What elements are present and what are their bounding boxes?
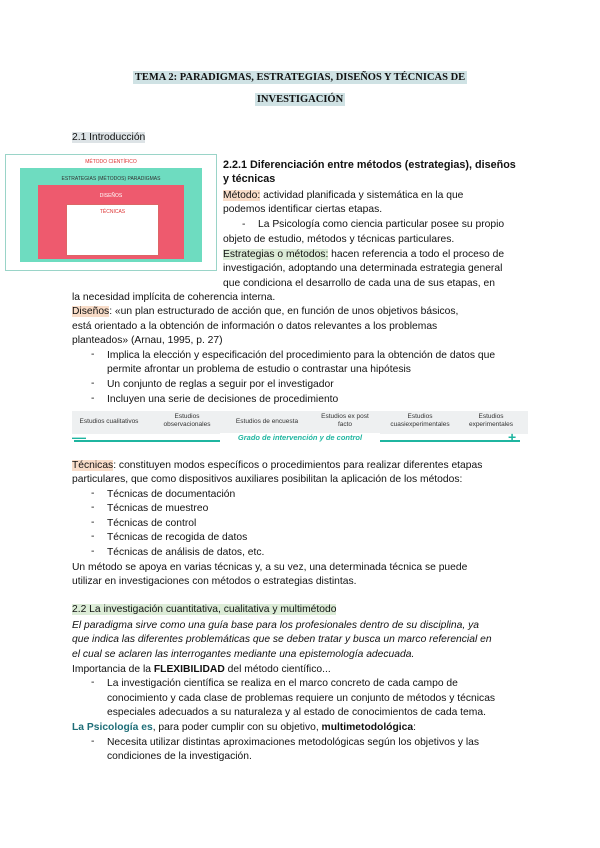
psico-bullet: La Psicología como ciencia particular posee su propio — [258, 219, 505, 230]
multi-bullet-line2: condiciones de la investigación. — [107, 751, 252, 762]
scale-minus: — — [72, 429, 86, 445]
page-title-line2: INVESTIGACIÓN — [256, 94, 344, 105]
paradigm-quote: El paradigma sirve como una guía base para los profesionales dentro de su disciplina, ya — [72, 620, 479, 631]
estrategias-definition: Estrategias o métodos: hacen referencia a todo el proceso de — [223, 249, 505, 260]
flex-bullet-line3: especiales adecuados a su naturaleza y al estado de conocimientos de cada tema. — [107, 707, 486, 718]
scale-label: Estudios de encuesta — [235, 418, 299, 425]
bullet-dash: - — [91, 546, 95, 557]
tecnicas-line2: particulares, que como dispositivos auxiliares posibilitan la aplicación de los métodos: — [72, 474, 463, 485]
scale-plus: + — [508, 429, 517, 445]
scale-label: Estudios cuasiexperimentales — [390, 413, 450, 428]
disenos-definition: Diseños: «un plan estructurado de acción que, en función de unos objetivos básicos, — [72, 306, 459, 317]
scale-label: Estudios observacionales — [163, 413, 211, 428]
bullet-dash: - — [91, 677, 95, 688]
tecnicas-after: Un método se apoya en varias técnicas y, a su vez, una determinada técnica se puede — [72, 562, 468, 573]
disenos-bullet-2: Un conjunto de reglas a seguir por el investigador — [107, 379, 334, 390]
disenos-bullet-3: Incluyen una serie de decisiones de procedimiento — [107, 394, 339, 405]
estrategias-line4: la necesidad implícita de coherencia interna. — [72, 292, 276, 303]
metodo-definition-line2: podemos identificar ciertas etapas. — [223, 204, 383, 215]
multi-bullet: Necesita utilizar distintas aproximaciones metodológicas según los objetivos y las — [107, 737, 480, 748]
diagram-red-label: DISEÑOS — [99, 193, 123, 199]
paradigm-quote-line3: el cual se aclaren las interrogantes mediante una epistemología adecuada. — [72, 649, 415, 660]
psicologia-line: La Psicología es, para poder cumplir con su objetivo, multimetodológica: — [72, 722, 416, 733]
section-2-1-heading: 2.1 Introducción — [72, 132, 146, 143]
flexibilidad-line: Importancia de la FLEXIBILIDAD del método científico... — [72, 664, 331, 675]
diagram-white-label: TÉCNICAS — [99, 209, 126, 215]
section-2-2-1-heading-line2: y técnicas — [223, 173, 276, 185]
flex-bullet: La investigación científica se realiza en el marco concreto de cada campo de — [107, 678, 458, 689]
tecnicas-after-line2: utilizar en investigaciones con métodos o estrategias distintas. — [72, 576, 357, 587]
bullet-dash: - — [91, 736, 95, 747]
section-2-2-heading: 2.2 La investigación cuantitativa, cualitativa y multimétodo — [72, 604, 337, 615]
scale-label: Estudios ex post facto — [321, 413, 369, 428]
bullet-dash: - — [91, 517, 95, 528]
bullet-dash: - — [91, 349, 95, 360]
estrategias-line2: investigación, adoptando una determinada estrategia general — [223, 263, 503, 274]
flex-bullet-line2: conocimiento y cada clase de problemas requiere un conjunto de métodos y técnicas — [107, 693, 496, 704]
psico-bullet-dash: - — [242, 219, 246, 230]
tecnicas-bullet: Técnicas de análisis de datos, etc. — [107, 547, 265, 558]
tecnicas-bullet: Técnicas de documentación — [107, 489, 236, 500]
section-2-2-1-heading: 2.2.1 Diferenciación entre métodos (estrategias), diseños — [223, 159, 516, 171]
disenos-line2: está orientado a la obtención de información o datos relevantes a los problemas — [72, 321, 438, 332]
bullet-dash: - — [91, 531, 95, 542]
page-title: TEMA 2: PARADIGMAS, ESTRATEGIAS, DISEÑOS Y TÉCNICAS DE — [134, 72, 466, 83]
scale-axis-label: Grado de intervención y de control — [220, 433, 380, 442]
bullet-dash: - — [91, 393, 95, 404]
nested-concepts-diagram — [5, 154, 217, 271]
psico-bullet-line2: objeto de estudio, métodos y técnicas particulares. — [223, 234, 455, 245]
tecnicas-bullet: Técnicas de control — [107, 518, 197, 529]
metodo-definition: Método: actividad planificada y sistemática en la que — [223, 190, 464, 201]
disenos-bullet-1: Implica la elección y especificación del procedimiento para la obtención de datos que — [107, 350, 496, 361]
scale-label: Estudios cualitativos — [79, 418, 139, 425]
paradigm-quote-line2: que indica las diferentes problemáticas que se deben tratar y busca un marco referencial en — [72, 634, 492, 645]
disenos-bullet-1-cont: permite afrontar un problema de estudio o contrastar una hipótesis — [107, 364, 411, 375]
estrategias-line3: que condiciona el desarrollo de cada una de sus etapas, en — [223, 278, 495, 289]
bullet-dash: - — [91, 488, 95, 499]
bullet-dash: - — [91, 378, 95, 389]
diagram-green-label: ESTRATEGIAS (MÉTODOS) PARADIGMAS — [61, 176, 161, 182]
bullet-dash: - — [91, 502, 95, 513]
intervention-scale — [72, 411, 528, 455]
disenos-line3: planteados» (Arnau, 1995, p. 27) — [72, 335, 223, 346]
tecnicas-bullet: Técnicas de recogida de datos — [107, 532, 248, 543]
diagram-outer-label: MÉTODO CIENTÍFICO — [85, 159, 137, 165]
scale-label: Estudios experimentales — [468, 413, 514, 428]
tecnicas-bullet: Técnicas de muestreo — [107, 503, 209, 514]
tecnicas-definition: Técnicas: constituyen modos específicos o procedimientos para realizar diferentes etapas — [72, 460, 483, 471]
